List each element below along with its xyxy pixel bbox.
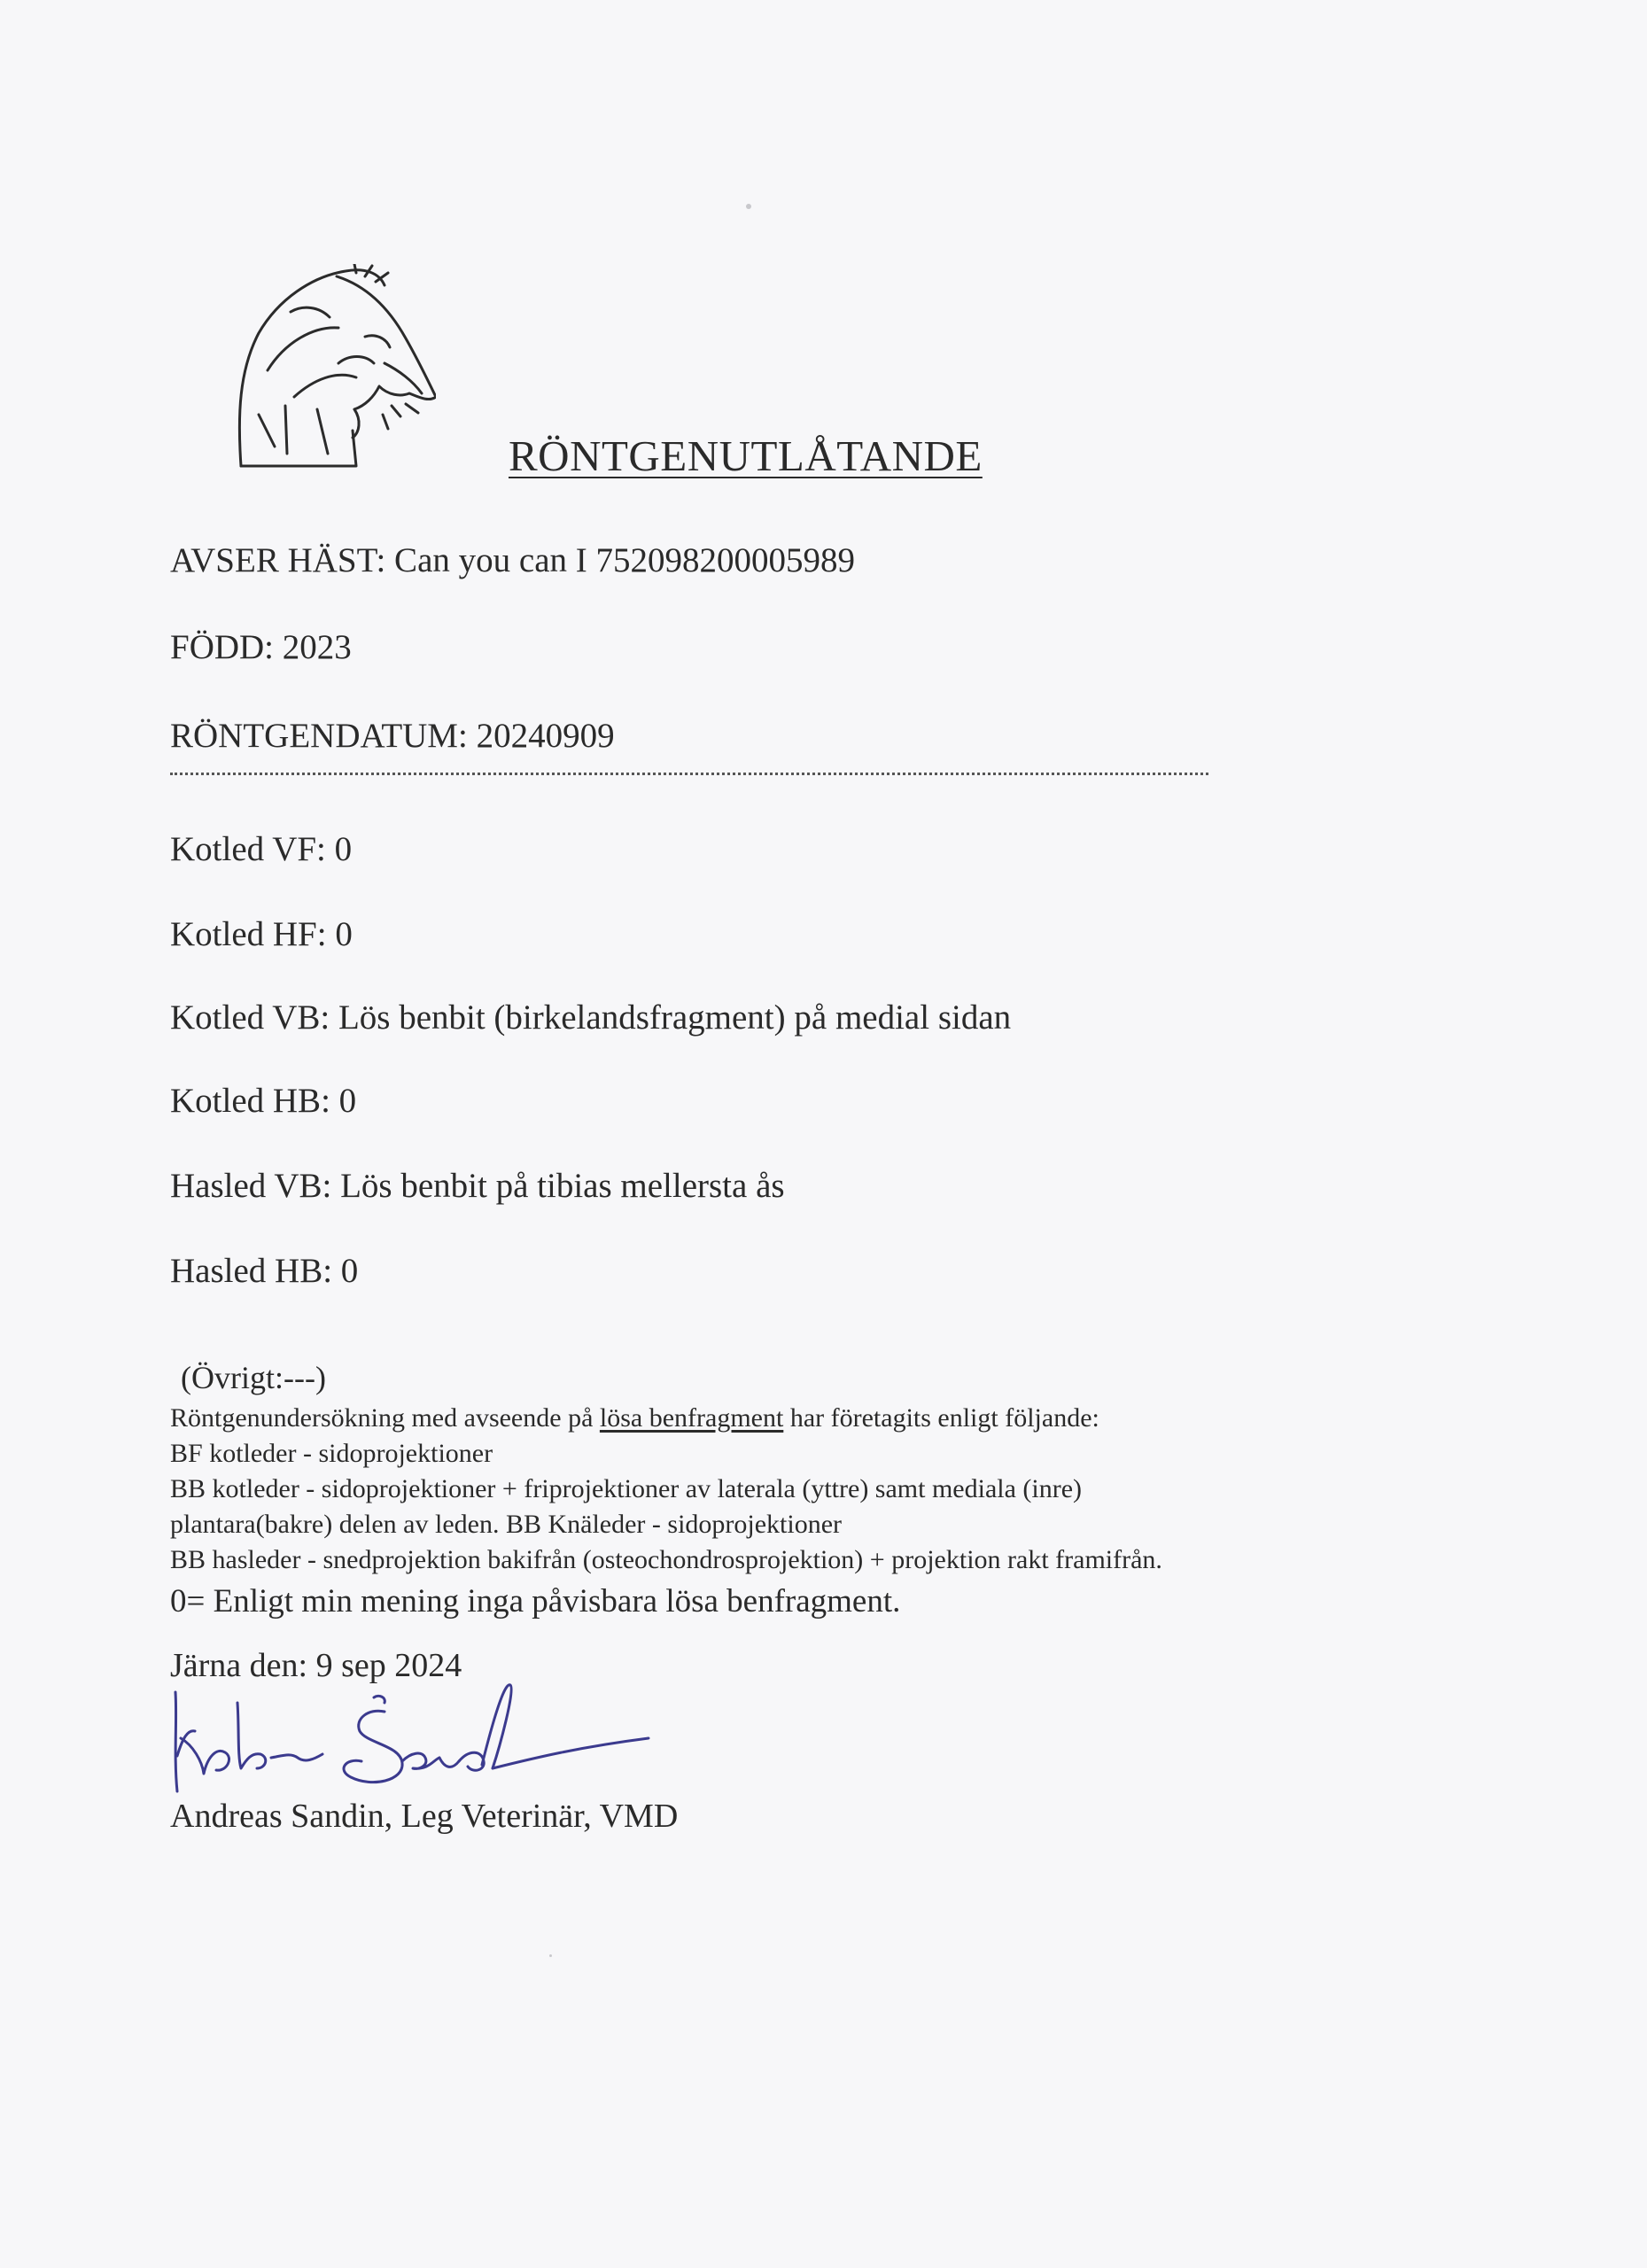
finding-kotled-vb: Kotled VB: Lös benbit (birkelandsfragment) på medial sidan	[170, 998, 1012, 1037]
place-and-date: Järna den: 9 sep 2024	[170, 1647, 462, 1684]
xray-date: RÖNTGENDATUM: 20240909	[170, 717, 615, 755]
method-intro-rest: har företagits enligt följande:	[783, 1403, 1099, 1433]
method-line: BB hasleder - snedprojektion bakifrån (osteochondrosprojektion) + projektion rakt framifrån.	[170, 1545, 1162, 1574]
finding-kotled-vf: Kotled VF: 0	[170, 830, 353, 868]
dotted-separator	[170, 773, 1208, 775]
method-intro	[170, 1405, 1099, 1432]
other-remarks: (Övrigt:---)	[181, 1360, 326, 1395]
method-line: BF kotleder - sidoprojektioner	[170, 1439, 493, 1468]
method-intro-text: Röntgenundersökning med avseende på	[170, 1403, 600, 1433]
finding-kotled-hf: Kotled HF: 0	[170, 915, 353, 953]
finding-kotled-hb: Kotled HB: 0	[170, 1082, 357, 1120]
page-title: RÖNTGENUTLÅTANDE	[509, 431, 983, 480]
finding-hasled-vb: Hasled VB: Lös benbit på tibias mellersta ås	[170, 1167, 785, 1205]
paper-speck	[549, 1954, 552, 1957]
method-line: BB kotleder - sidoprojektioner + friprojektioner av laterala (yttre) samt mediala (inre)	[170, 1474, 1083, 1503]
signatory-name: Andreas Sandin, Leg Veterinär, VMD	[170, 1798, 679, 1835]
horse-head-logo-icon	[232, 264, 436, 473]
birth-year: FÖDD: 2023	[170, 628, 352, 666]
finding-hasled-hb: Hasled HB: 0	[170, 1252, 359, 1290]
horse-identification: AVSER HÄST: Can you can I 752098200005989	[170, 541, 855, 579]
method-line: plantara(bakre) delen av leden. BB Knäleder - sidoprojektioner	[170, 1510, 843, 1539]
legend-zero: 0= Enligt min mening inga påvisbara lösa benfragment.	[170, 1583, 901, 1619]
method-intro-underlined: lösa benfragment	[599, 1403, 784, 1433]
paper-speck	[746, 204, 751, 209]
handwritten-signature-icon	[163, 1676, 659, 1809]
